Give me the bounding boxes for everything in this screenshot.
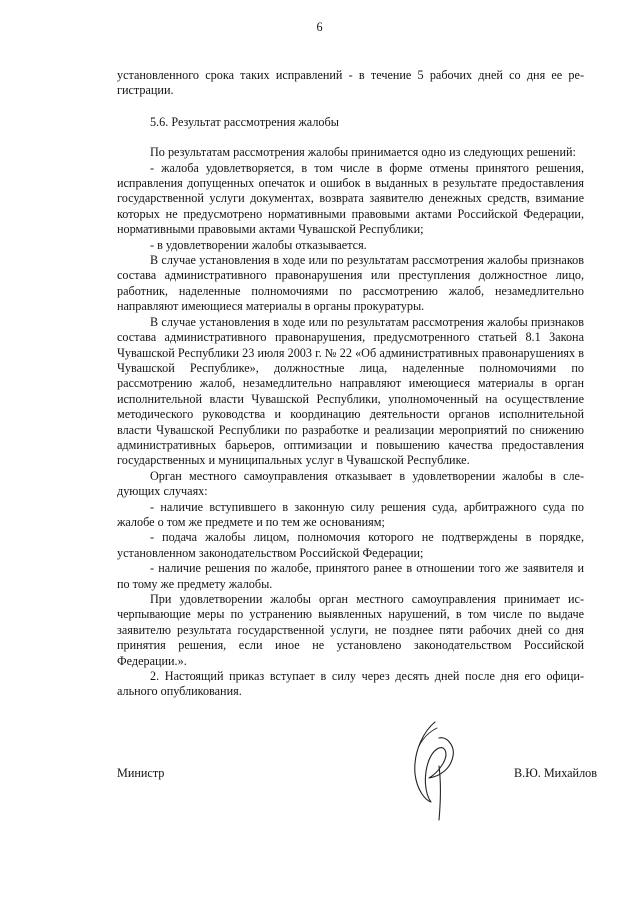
list-item-complaint-denied: - в удовлетворении жалобы отказывается.	[150, 237, 367, 252]
paragraph-continuation: установленного срока таких исправлений - в течение 5 рабочих дней со дня ее регистрации.	[117, 68, 584, 98]
paragraph-prosecution: В случае установления в ходе или по результатам рассмотрения жалобы признаков состава административного правонарушения или преступления должностное лицо, работник, наделенные полномочиями по рассмотрению жалоб, незамедлительно направляют имеющиеся материалы в органы прокуратуры.	[117, 253, 584, 314]
list-item-complaint-satisfied: - жалоба удовлетворяется, в том числе в форме отмены принятого решения, исправления допущенных опечаток и ошибок в выданных в результате предоставления государственной услуги документах, возврата заявителю денежных средств, взимание которых не предусмотрено нормативными правовыми актами Российской Федерации, нормативными правовыми актами Чувашской Республики;	[117, 160, 584, 237]
page-number: 6	[316, 20, 323, 34]
paragraph-remedial-measures: При удовлетворении жалобы орган местного самоуправления принимает исчерпывающие меры по устранению выявленных нарушений, в том числе по выдаче заявителю результата государственной услуги, не позднее пяти рабочих дней со дня принятия решения, если иное не установлено законодательством Российской Федерации.».	[117, 592, 584, 668]
signatory-name: В.Ю. Михайлов	[514, 766, 597, 780]
paragraph-effective-date: 2. Настоящий приказ вступает в силу через десять дней после дня его официального опубликования.	[117, 669, 584, 699]
list-item-unauthorized-person: - подача жалобы лицом, полномочия которого не подтверждены в порядке, установленном законодательством Российской Федерации;	[117, 530, 584, 560]
section-heading: 5.6. Результат рассмотрения жалобы	[150, 114, 339, 129]
list-item-court-decision: - наличие вступившего в законную силу решения суда, арбитражного суда по жалобе о том же предмете и по тем же основаниям;	[117, 499, 584, 529]
document-body	[117, 68, 584, 700]
paragraph-decision-intro: По результатам рассмотрения жалобы принимается одно из следующих решений:	[150, 145, 576, 160]
signature-block	[117, 766, 597, 788]
paragraph-refusal-cases: Орган местного самоуправления отказывает в удовлетворении жалобы в следующих случаях:	[117, 468, 584, 499]
list-item-prior-decision: - наличие решения по жалобе, принятого ранее в отношении того же заявителя и по тому же предмету жалобы.	[117, 561, 584, 591]
paragraph-administrative-offense: В случае установления в ходе или по результатам рассмотрения жалобы признаков состава административного правонарушения, предусмотренного статьей 8.1 Закона Чувашской Республики 23 июля 2003 г. № 22 «Об административных правонарушениях в Чувашской Республике», должностные лица, наделенные полномочиями по рассмотрению жалоб, незамедлительно направляют имеющиеся материалы в орган исполнительной власти Чувашской Республики, уполномоченный на осуществление методического руководства и координацию деятельности органов исполнительной власти Чувашской Республики по разработке и реализации мероприятий по снижению административных барьеров, оптимизации и повышению качества предоставления государственных и муниципальных услуг в Чувашской Республике.	[117, 314, 584, 468]
signatory-role: Министр	[117, 766, 165, 780]
